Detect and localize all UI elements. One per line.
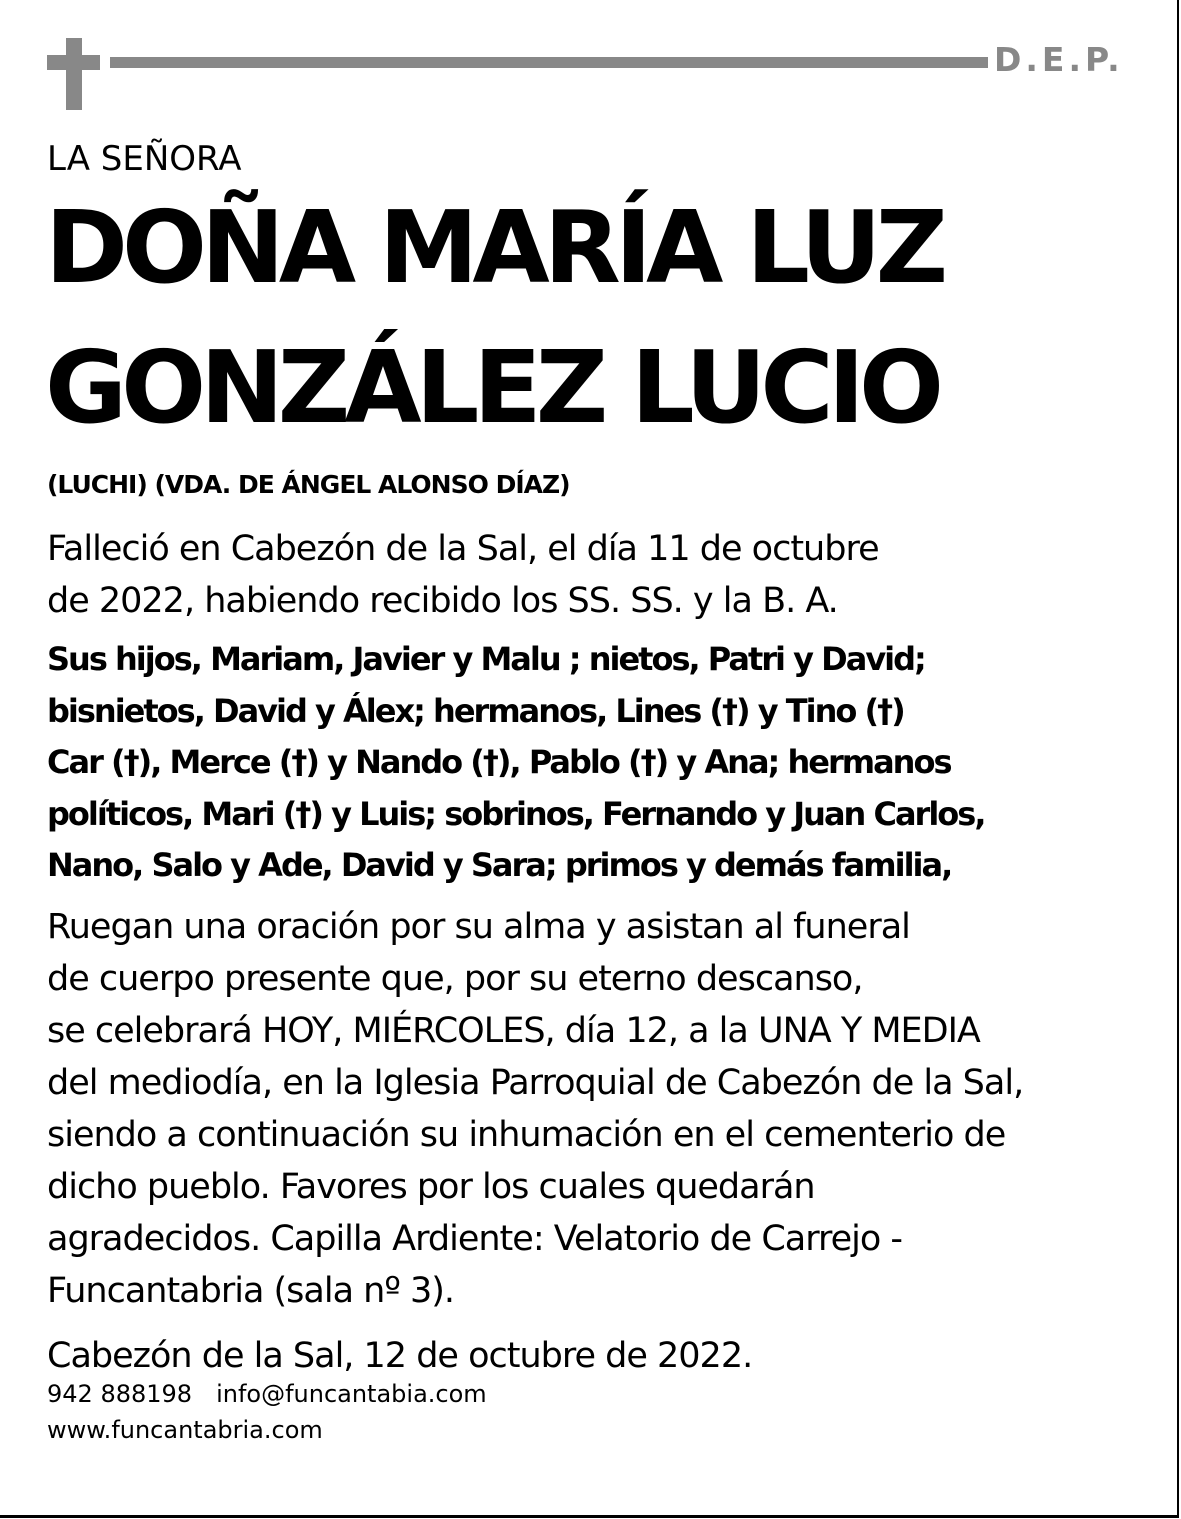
family-line: Sus hijos, Mariam, Javier y Malu ; nietos, Patri y David; bbox=[47, 640, 925, 678]
phone-number: 942 888198 bbox=[47, 1380, 193, 1408]
intro-title: LA SEÑORA bbox=[47, 139, 242, 179]
contact-line bbox=[47, 1380, 487, 1408]
family-list bbox=[47, 634, 984, 892]
funeral-line: siendo a continuación su inhumación en el cementerio de bbox=[47, 1115, 1006, 1155]
funeral-details bbox=[47, 901, 1023, 1317]
header-rule bbox=[110, 57, 988, 68]
deceased-alias: (LUCHI) (VDA. DE ÁNGEL ALONSO DÍAZ) bbox=[47, 470, 570, 499]
death-notice-line: Falleció en Cabezón de la Sal, el día 11 de octubre bbox=[47, 529, 879, 569]
family-line: Nano, Salo y Ade, David y Sara; primos y demás familia, bbox=[47, 846, 952, 884]
funeral-line: se celebrará HOY, MIÉRCOLES, día 12, a la UNA Y MEDIA bbox=[47, 1011, 980, 1051]
cross-icon bbox=[47, 38, 100, 110]
dep-label: D.E.P. bbox=[994, 40, 1124, 79]
place-and-date: Cabezón de la Sal, 12 de octubre de 2022. bbox=[47, 1336, 753, 1376]
family-line: políticos, Mari (†) y Luis; sobrinos, Fernando y Juan Carlos, bbox=[47, 794, 985, 833]
deceased-name-line-2: GONZÁLEZ LUCIO bbox=[45, 329, 939, 446]
death-notice-line: de 2022, habiendo recibido los SS. SS. y la B. A. bbox=[47, 581, 838, 621]
family-line: Car (†), Merce (†) y Nando (†), Pablo (†) y Ana; hermanos bbox=[47, 743, 951, 781]
website-link[interactable]: www.funcantabria.com bbox=[47, 1416, 323, 1444]
deceased-name-line-1: DOÑA MARÍA LUZ bbox=[45, 189, 943, 306]
funeral-line: agradecidos. Capilla Ardiente: Velatorio de Carrejo - bbox=[47, 1219, 903, 1259]
funeral-line: Ruegan una oración por su alma y asistan al funeral bbox=[47, 907, 910, 947]
death-notice bbox=[47, 523, 879, 627]
funeral-line: dicho pueblo. Favores por los cuales quedarán bbox=[47, 1167, 815, 1207]
funeral-line: Funcantabria (sala nº 3). bbox=[47, 1271, 455, 1311]
family-line: bisnietos, David y Álex; hermanos, Lines (†) y Tino (†) bbox=[47, 691, 904, 730]
funeral-line: del mediodía, en la Iglesia Parroquial de Cabezón de la Sal, bbox=[47, 1063, 1024, 1103]
email-address[interactable]: info@funcantabia.com bbox=[216, 1380, 487, 1408]
funeral-line: de cuerpo presente que, por su eterno descanso, bbox=[47, 959, 863, 999]
